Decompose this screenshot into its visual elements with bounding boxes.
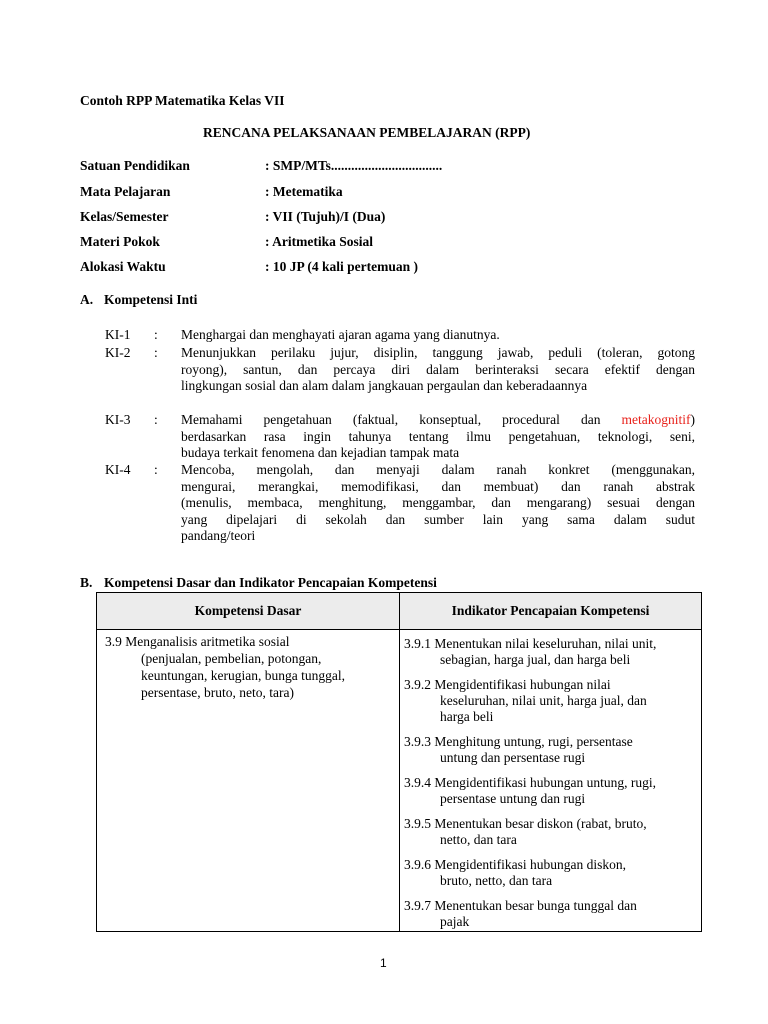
identity-label: Satuan Pendidikan	[80, 158, 190, 173]
indicator-item	[404, 898, 697, 930]
indicator-line: untung dan persentase rugi	[440, 750, 586, 765]
section-b-letter: B.	[80, 575, 93, 590]
ki-text	[181, 327, 695, 344]
section-a-letter: A.	[80, 292, 94, 307]
identity-label: Materi Pokok	[80, 234, 160, 249]
indicator-line: 3.9.3 Menghitung untung, rugi, persentase	[404, 734, 633, 749]
kd-line: (penjualan, pembelian, potongan,	[141, 651, 322, 666]
indicator-line: bruto, netto, dan tara	[440, 873, 553, 888]
identity-value: : SMP/MTs.................................	[265, 158, 443, 173]
identity-value: : Aritmetika Sosial	[265, 234, 373, 249]
ki-line: budaya terkait fenomena dan kejadian tampak mata	[181, 445, 460, 461]
ki-line: mengurai, merangkai, memodifikasi, dan membuat) dan ranah abstrak	[181, 478, 695, 494]
highlight-term: metakognitif	[621, 412, 691, 427]
document-title: Contoh RPP Matematika Kelas VII	[80, 93, 285, 108]
ki-text	[181, 462, 695, 545]
indicator-line: 3.9.7 Menentukan besar bunga tunggal dan	[404, 898, 637, 913]
ki-code: KI-3	[105, 412, 131, 427]
ki-line: Mencoba, mengolah, dan menyaji dalam ranah konkret (menggunakan,	[181, 462, 695, 477]
indicator-line: sebagian, harga jual, dan harga beli	[440, 652, 631, 667]
identity-value: : VII (Tujuh)/I (Dua)	[265, 209, 386, 224]
ki-line: berdasarkan rasa ingin tahunya tentang ilmu pengetahuan, teknologi, seni,	[181, 428, 695, 444]
indicator-line: 3.9.5 Menentukan besar diskon (rabat, bruto,	[404, 816, 647, 831]
section-a-title: Kompetensi Inti	[104, 292, 198, 307]
indicator-line: harga beli	[440, 709, 494, 724]
kd-line: persentase, bruto, neto, tara)	[141, 685, 294, 700]
ki-line	[181, 412, 695, 429]
table-header-row	[97, 593, 702, 630]
ki-text	[181, 412, 695, 462]
page-number: 1	[380, 956, 387, 970]
ki-line: Menunjukkan perilaku jujur, disiplin, tanggung jawab, peduli (toleran, gotong	[181, 345, 695, 360]
indicator-item	[404, 775, 697, 807]
ki-colon: :	[154, 462, 158, 477]
ki-line-text: Memahami pengetahuan (faktual, konseptual, procedural dan	[181, 412, 622, 427]
identity-value: : Metematika	[265, 184, 343, 199]
indicator-line: keseluruhan, nilai unit, harga jual, dan	[440, 693, 647, 708]
ki-line-text: )	[690, 412, 695, 427]
main-title: RENCANA PELAKSANAAN PEMBELAJARAN (RPP)	[203, 125, 531, 140]
indicator-item	[404, 734, 697, 766]
identity-label: Mata Pelajaran	[80, 184, 171, 199]
ki-colon: :	[154, 345, 158, 360]
ki-colon: :	[154, 412, 158, 427]
ki-line: royong), santun, dan percaya diri dalam berinteraksi secara efektif dengan	[181, 361, 695, 377]
indicator-line: 3.9.6 Mengidentifikasi hubungan diskon,	[404, 857, 626, 872]
indicator-line: persentase untung dan rugi	[440, 791, 586, 806]
competency-table	[96, 592, 702, 932]
table-row	[97, 630, 702, 932]
indicator-line: pajak	[440, 914, 470, 929]
ki-code: KI-1	[105, 327, 131, 342]
ki-line: lingkungan sosial dan alam dalam jangkauan pergaulan dan keberadaannya	[181, 378, 588, 394]
indicator-line: 3.9.4 Mengidentifikasi hubungan untung, rugi,	[404, 775, 656, 790]
ki-code: KI-4	[105, 462, 131, 477]
identity-label: Alokasi Waktu	[80, 259, 166, 274]
table-header: Kompetensi Dasar	[97, 593, 400, 630]
kd-line: 3.9 Menganalisis aritmetika sosial	[105, 634, 290, 649]
ki-colon: :	[154, 327, 158, 342]
indicator-line: netto, dan tara	[440, 832, 517, 847]
identity-value: : 10 JP (4 kali pertemuan )	[265, 259, 418, 274]
ki-line: Menghargai dan menghayati ajaran agama yang dianutnya.	[181, 327, 500, 342]
indicator-cell	[400, 630, 702, 932]
indicator-item	[404, 677, 697, 725]
ki-line: (menulis, membaca, menghitung, menggambar, dan mengarang) sesuai dengan	[181, 495, 695, 511]
indicator-item	[404, 816, 697, 848]
identity-label: Kelas/Semester	[80, 209, 169, 224]
ki-code: KI-2	[105, 345, 131, 360]
indicator-item	[404, 636, 697, 668]
kd-cell	[97, 630, 400, 932]
table-header: Indikator Pencapaian Kompetensi	[400, 593, 702, 630]
indicator-line: 3.9.2 Mengidentifikasi hubungan nilai	[404, 677, 611, 692]
section-b-title: Kompetensi Dasar dan Indikator Pencapaian Kompetensi	[104, 575, 437, 590]
ki-text	[181, 345, 695, 395]
ki-line: yang dipelajari di sekolah dan sumber lain yang sama dalam sudut	[181, 511, 695, 527]
kd-line: keuntungan, kerugian, bunga tunggal,	[141, 668, 345, 683]
ki-line: pandang/teori	[181, 528, 256, 544]
indicator-line: 3.9.1 Menentukan nilai keseluruhan, nilai unit,	[404, 636, 657, 651]
indicator-item	[404, 857, 697, 889]
